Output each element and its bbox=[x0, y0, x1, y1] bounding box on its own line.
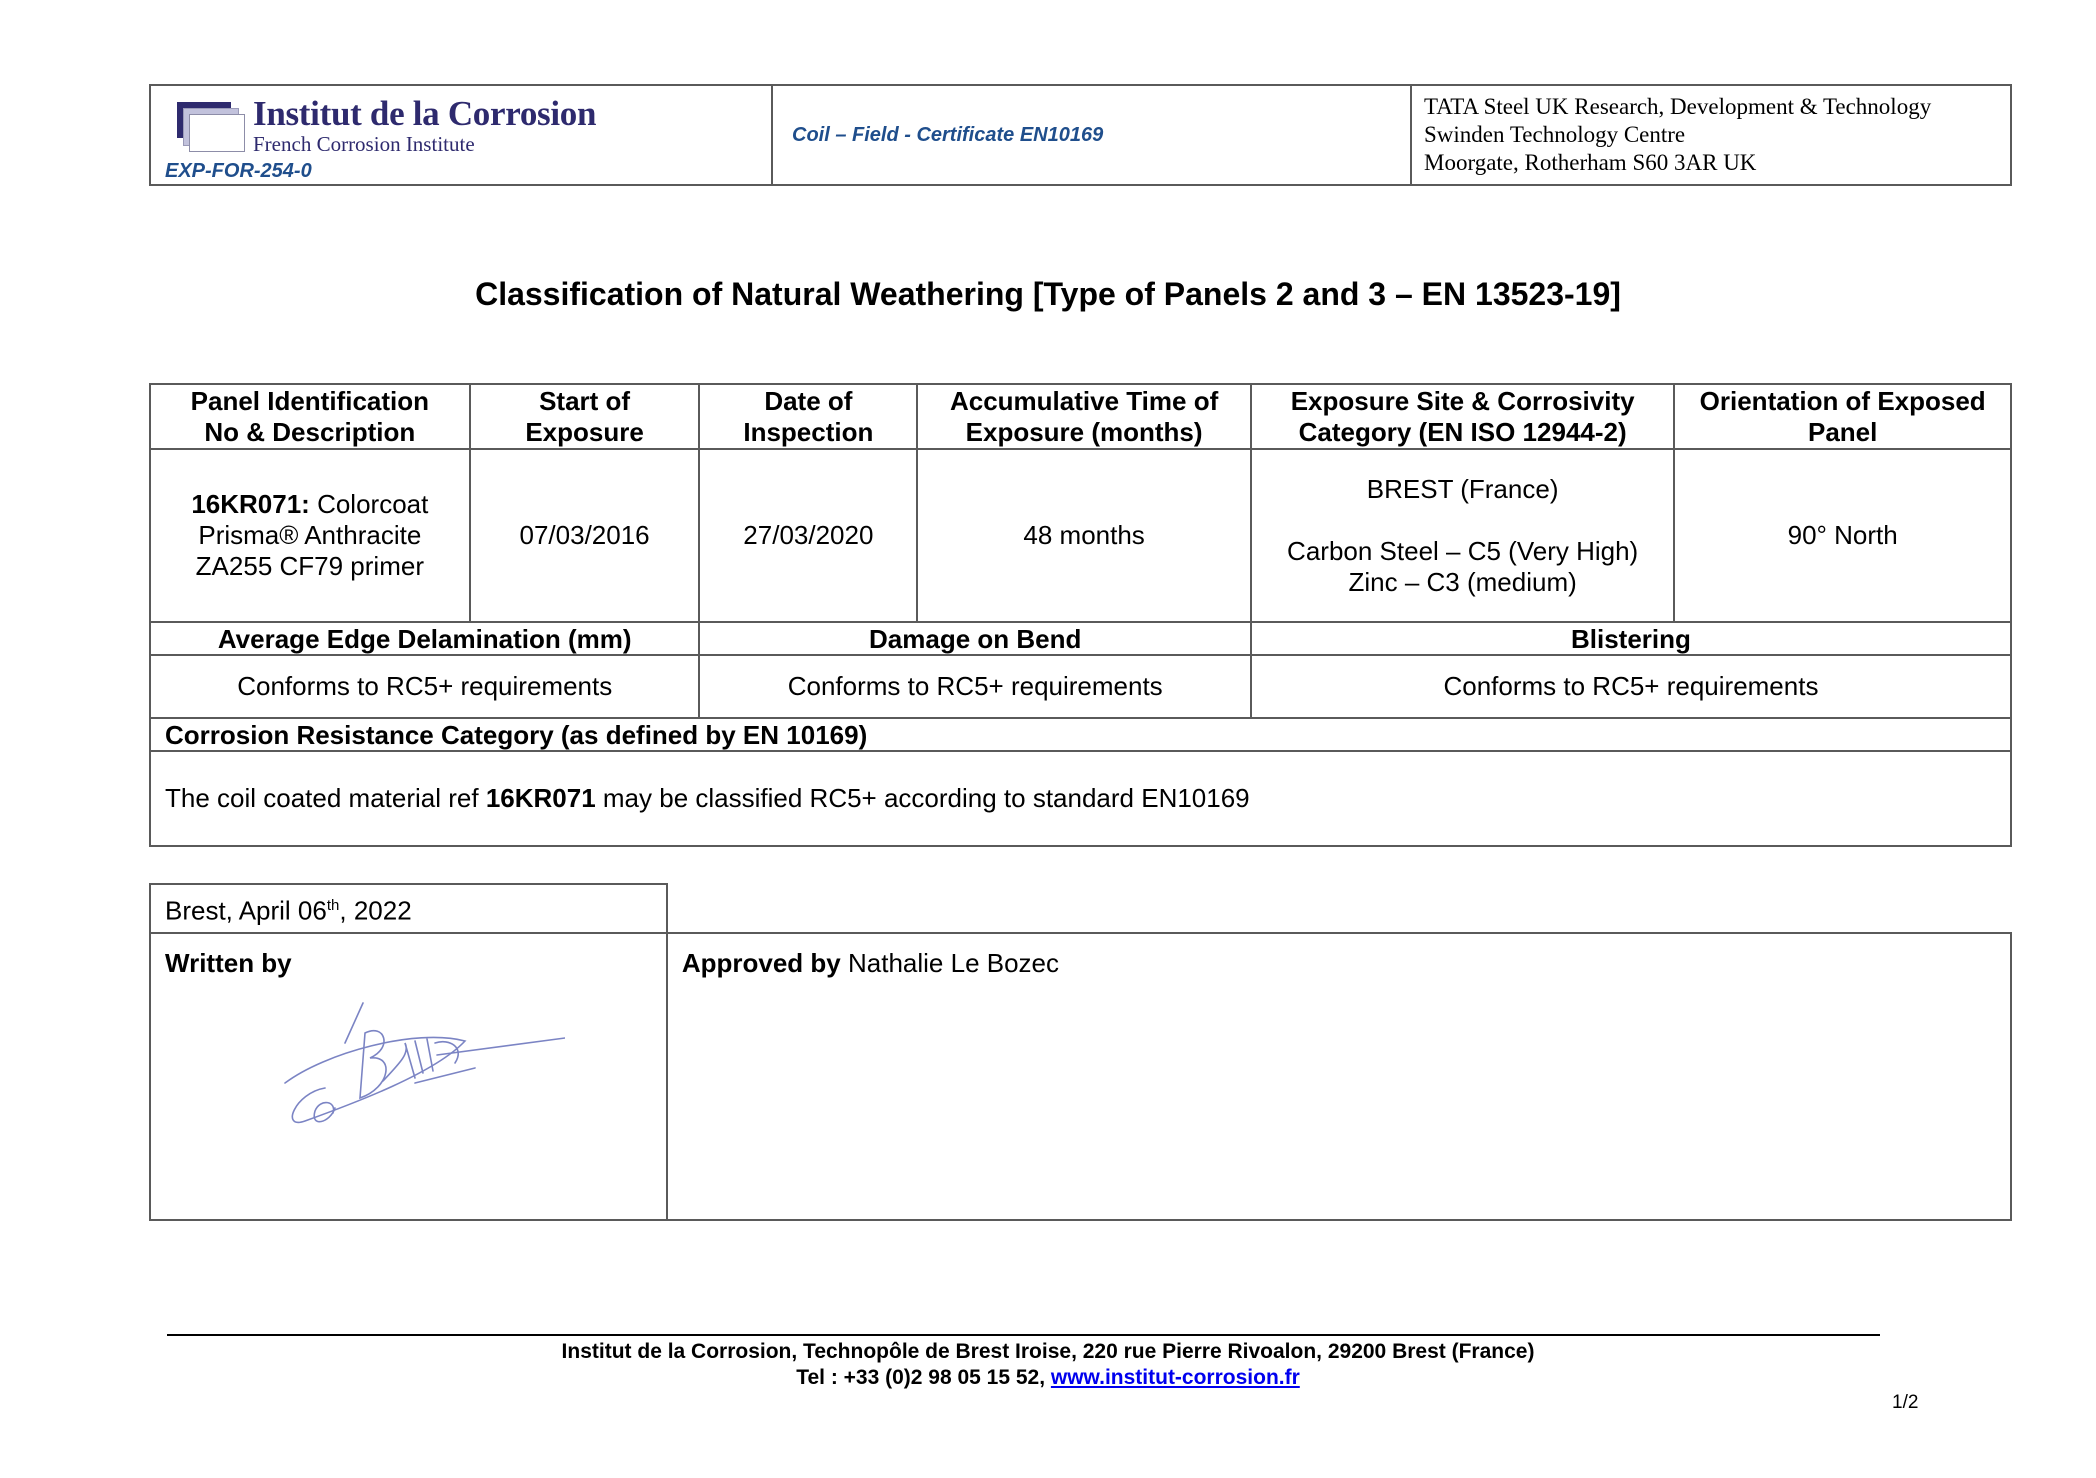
logo-title: Institut de la Corrosion bbox=[253, 94, 597, 133]
address-line: Swinden Technology Centre bbox=[1424, 122, 1686, 147]
panel-id: 16KR071: bbox=[191, 489, 310, 519]
column-header-start: Start of Exposure bbox=[470, 384, 700, 449]
certificate-title: Coil – Field - Certificate EN10169 bbox=[772, 85, 1411, 185]
column-header-inspection: Date of Inspection bbox=[699, 384, 917, 449]
column-header-site: Exposure Site & Corrosivity Category (EN ISO 12944-2) bbox=[1251, 384, 1674, 449]
signature-table bbox=[149, 883, 2012, 1221]
blistering-header: Blistering bbox=[1251, 622, 2011, 655]
approver-name: Nathalie Le Bozec bbox=[840, 947, 1060, 978]
panel-description-cell: 16KR071: Colorcoat Prisma® Anthracite ZA255 CF79 primer bbox=[150, 449, 470, 622]
institute-logo-icon bbox=[177, 102, 247, 148]
handwritten-signature bbox=[265, 993, 565, 1143]
approved-by-label: Approved by bbox=[681, 947, 841, 978]
footer-tel: Tel : +33 (0)2 98 05 15 52, bbox=[796, 1366, 1051, 1389]
empty-cell bbox=[667, 884, 2011, 933]
classification-table bbox=[149, 383, 2012, 847]
written-by-cell bbox=[150, 933, 667, 1220]
page-number: 1/2 bbox=[1892, 1392, 1919, 1413]
footer-address: Institut de la Corrosion, Technopôle de Brest Iroise, 220 rue Pierre Rivoalon, 29200 Brest (France) bbox=[561, 1340, 1535, 1363]
table-header-row bbox=[150, 384, 2011, 449]
orientation-cell: 90° North bbox=[1674, 449, 2011, 622]
address-line: TATA Steel UK Research, Development & Technology bbox=[1424, 94, 1932, 119]
website-link[interactable]: www.institut-corrosion.fr bbox=[1050, 1366, 1300, 1389]
logo-subtitle: French Corrosion Institute bbox=[253, 132, 475, 156]
footer-contact bbox=[0, 1366, 2096, 1390]
client-address bbox=[1411, 85, 2011, 185]
footer-divider bbox=[167, 1334, 1880, 1336]
table-row bbox=[150, 449, 2011, 622]
exposure-time-cell: 48 months bbox=[917, 449, 1251, 622]
damage-on-bend-header: Damage on Bend bbox=[699, 622, 1250, 655]
document-code: EXP-FOR-254-0 bbox=[165, 160, 312, 182]
approved-by-cell bbox=[667, 933, 2011, 1220]
document-header bbox=[149, 84, 2012, 186]
crc-statement: The coil coated material ref 16KR071 may be classified RC5+ according to standard EN10169 bbox=[150, 751, 2011, 846]
page-title: Classification of Natural Weathering [Type of Panels 2 and 3 – EN 13523-19] bbox=[475, 276, 1621, 312]
blistering-value: Conforms to RC5+ requirements bbox=[1251, 655, 2011, 718]
exposure-site-cell: BREST (France) Carbon Steel – C5 (Very High) Zinc – C3 (medium) bbox=[1251, 449, 1674, 622]
column-header-panel-id: Panel Identification No & Description bbox=[150, 384, 470, 449]
address-line: Moorgate, Rotherham S60 3AR UK bbox=[1424, 150, 1757, 175]
written-by-label: Written by bbox=[165, 947, 292, 978]
column-header-time: Accumulative Time of Exposure (months) bbox=[917, 384, 1251, 449]
results-header-row bbox=[150, 622, 2011, 655]
results-value-row bbox=[150, 655, 2011, 718]
edge-delamination-header: Average Edge Delamination (mm) bbox=[150, 622, 699, 655]
inspection-date-cell: 27/03/2020 bbox=[699, 449, 917, 622]
issue-date: Brest, April 06th, 2022 bbox=[150, 884, 667, 933]
start-date-cell: 07/03/2016 bbox=[470, 449, 700, 622]
damage-on-bend-value: Conforms to RC5+ requirements bbox=[699, 655, 1250, 718]
column-header-orientation: Orientation of Exposed Panel bbox=[1674, 384, 2011, 449]
edge-delamination-value: Conforms to RC5+ requirements bbox=[150, 655, 699, 718]
crc-header: Corrosion Resistance Category (as defined by EN 10169) bbox=[150, 718, 2011, 751]
logo-cell bbox=[150, 85, 772, 185]
